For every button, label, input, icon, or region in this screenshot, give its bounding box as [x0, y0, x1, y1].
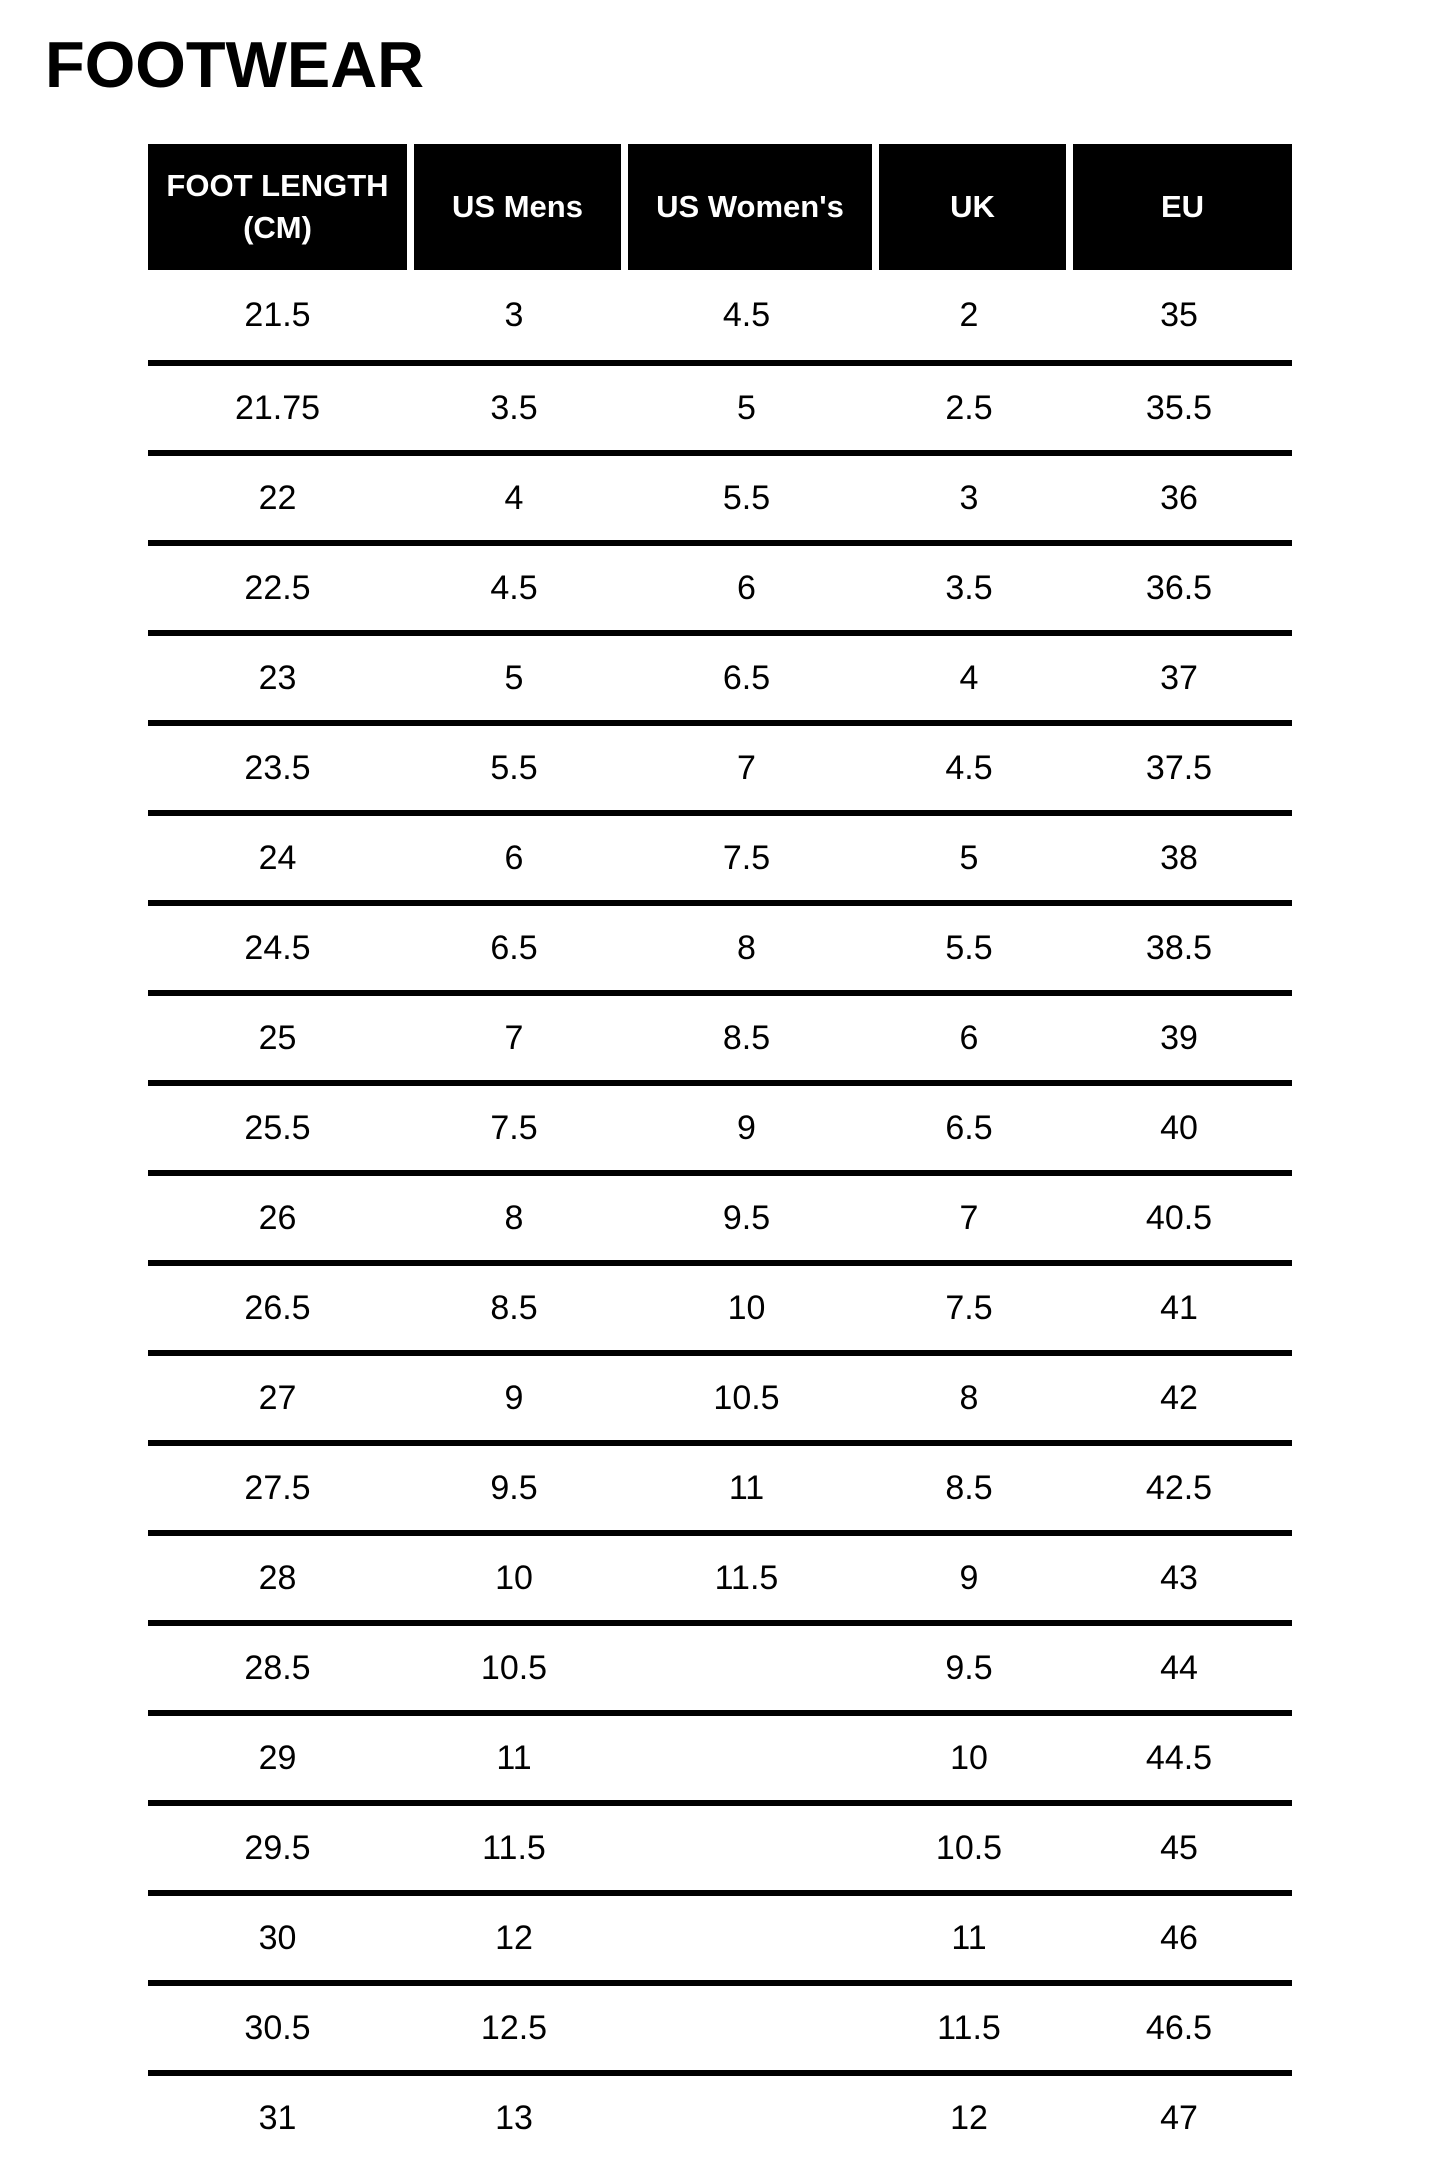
table-row [148, 360, 1292, 450]
cell-us-womens: 10.5 [713, 1378, 780, 1417]
cell-foot-length-cm: 23 [258, 658, 297, 697]
cell-foot-length-cm: 29 [258, 1738, 297, 1777]
cell-uk: 6.5 [945, 1108, 993, 1147]
cell-foot-length-cm: 26.5 [244, 1288, 311, 1327]
cell-us-mens: 6 [504, 838, 524, 877]
cell-eu: 46 [1160, 1918, 1198, 1957]
cell-eu: 42.5 [1145, 1468, 1213, 1507]
table-header-row [148, 144, 1292, 270]
cell-foot-length-cm: 25.5 [244, 1108, 311, 1147]
table-row [148, 990, 1292, 1080]
cell-us-womens: 6.5 [722, 658, 771, 697]
cell-foot-length-cm: 28 [258, 1558, 297, 1597]
cell-foot-length-cm: 22.5 [244, 568, 311, 607]
table-row [148, 1260, 1292, 1350]
cell-foot-length-cm: 30 [258, 1918, 297, 1957]
header-foot-length-cm: FOOT LENGTH (CM) [166, 168, 389, 245]
cell-uk: 5.5 [945, 928, 993, 967]
cell-us-mens: 5.5 [490, 748, 538, 787]
cell-eu: 41 [1160, 1288, 1198, 1327]
cell-eu: 45 [1160, 1828, 1198, 1867]
cell-us-womens [621, 1806, 872, 1890]
cell-uk: 8 [959, 1378, 979, 1417]
cell-us-mens: 11 [496, 1738, 532, 1777]
cell-uk: 11 [951, 1918, 987, 1957]
cell-eu: 38 [1160, 838, 1198, 877]
header-uk: UK [872, 144, 1066, 270]
cell-us-mens: 10 [495, 1558, 533, 1597]
table-row [148, 900, 1292, 990]
cell-foot-length-cm: 24 [258, 838, 297, 877]
table-row [148, 1170, 1292, 1260]
cell-uk: 3.5 [945, 568, 993, 607]
page-title: FOOTWEAR [45, 28, 425, 101]
cell-us-womens: 10 [727, 1288, 766, 1327]
table-row [148, 720, 1292, 810]
cell-eu: 47 [1160, 2098, 1198, 2137]
cell-us-womens: 8 [737, 928, 756, 967]
cell-eu: 36 [1160, 478, 1198, 517]
cell-eu: 44 [1160, 1648, 1198, 1687]
cell-us-womens: 5.5 [722, 478, 771, 517]
cell-uk: 8.5 [945, 1468, 993, 1507]
cell-eu: 37 [1160, 658, 1198, 697]
cell-uk: 11.5 [937, 2008, 1001, 2047]
table-body [148, 270, 1292, 2160]
cell-us-womens: 11.5 [714, 1558, 779, 1597]
cell-foot-length-cm: 29.5 [244, 1828, 311, 1867]
cell-foot-length-cm: 23.5 [244, 748, 311, 787]
table-row [148, 630, 1292, 720]
cell-us-womens: 6 [737, 568, 756, 607]
table-row [148, 270, 1292, 360]
cell-us-womens [621, 2076, 872, 2160]
cell-uk: 2 [959, 295, 979, 334]
cell-us-mens: 9.5 [490, 1468, 538, 1507]
cell-us-womens: 11 [728, 1468, 765, 1507]
cell-eu: 35.5 [1145, 388, 1213, 427]
cell-foot-length-cm: 27 [258, 1378, 297, 1417]
table-row [148, 1980, 1292, 2070]
cell-us-mens: 3.5 [490, 388, 538, 427]
cell-uk: 4.5 [945, 748, 993, 787]
cell-us-womens: 8.5 [722, 1018, 771, 1057]
cell-foot-length-cm: 30.5 [244, 2008, 311, 2047]
cell-uk: 5 [959, 838, 979, 877]
cell-uk: 10 [950, 1738, 988, 1777]
cell-foot-length-cm: 28.5 [244, 1648, 311, 1687]
cell-us-womens: 9 [737, 1108, 756, 1147]
table-row [148, 1350, 1292, 1440]
cell-foot-length-cm: 26 [258, 1198, 297, 1237]
table-row [148, 2070, 1292, 2160]
cell-eu: 38.5 [1145, 928, 1213, 967]
cell-foot-length-cm: 31 [258, 2098, 297, 2137]
cell-eu: 35 [1160, 295, 1198, 334]
cell-eu: 44.5 [1145, 1738, 1213, 1777]
cell-eu: 37.5 [1145, 748, 1213, 787]
cell-eu: 43 [1160, 1558, 1198, 1597]
cell-us-mens: 11.5 [482, 1828, 546, 1867]
table-row [148, 450, 1292, 540]
cell-eu: 40 [1160, 1108, 1198, 1147]
table-row [148, 1080, 1292, 1170]
cell-uk: 9.5 [945, 1648, 993, 1687]
table-row [148, 540, 1292, 630]
cell-us-mens: 10.5 [480, 1648, 548, 1687]
cell-us-mens: 8.5 [490, 1288, 538, 1327]
cell-us-mens: 4 [504, 478, 524, 517]
cell-foot-length-cm: 24.5 [244, 928, 311, 967]
cell-eu: 40.5 [1145, 1198, 1213, 1237]
cell-us-womens [621, 1716, 872, 1800]
cell-us-mens: 12 [495, 1918, 533, 1957]
cell-us-mens: 3 [504, 295, 524, 334]
cell-eu: 46.5 [1145, 2008, 1213, 2047]
cell-us-womens: 4.5 [722, 295, 771, 334]
cell-foot-length-cm: 21.5 [244, 295, 311, 334]
cell-us-mens: 12.5 [480, 2008, 548, 2047]
cell-us-mens: 8 [504, 1198, 524, 1237]
cell-us-mens: 9 [504, 1378, 524, 1417]
cell-us-womens: 7.5 [722, 838, 771, 877]
cell-us-womens: 9.5 [722, 1198, 771, 1237]
cell-us-mens: 5 [504, 658, 524, 697]
cell-foot-length-cm: 27.5 [244, 1468, 311, 1507]
cell-eu: 39 [1160, 1018, 1198, 1057]
cell-foot-length-cm: 25 [258, 1018, 297, 1057]
table-row [148, 1620, 1292, 1710]
header-us-womens: US Women's [621, 144, 872, 270]
header-eu: EU [1066, 144, 1292, 270]
table-row [148, 1890, 1292, 1980]
cell-us-mens: 13 [495, 2098, 533, 2137]
cell-uk: 7.5 [945, 1288, 993, 1327]
cell-us-mens: 6.5 [490, 928, 538, 967]
cell-us-womens [621, 1896, 872, 1980]
cell-uk: 9 [959, 1558, 979, 1597]
cell-eu: 36.5 [1145, 568, 1213, 607]
table-row [148, 810, 1292, 900]
cell-uk: 7 [959, 1198, 979, 1237]
cell-us-mens: 7.5 [490, 1108, 538, 1147]
cell-us-mens: 4.5 [490, 568, 538, 607]
cell-uk: 2.5 [945, 388, 993, 427]
cell-uk: 10.5 [935, 1828, 1003, 1867]
cell-us-womens: 5 [737, 388, 756, 427]
table-row [148, 1800, 1292, 1890]
size-chart-table [148, 144, 1292, 2160]
cell-us-mens: 7 [504, 1018, 524, 1057]
cell-us-womens [621, 1986, 872, 2070]
header-us-mens: US Mens [407, 144, 621, 270]
cell-uk: 3 [959, 478, 979, 517]
cell-foot-length-cm: 22 [258, 478, 297, 517]
table-row [148, 1440, 1292, 1530]
cell-foot-length-cm: 21.75 [234, 388, 321, 427]
cell-us-womens [621, 1626, 872, 1710]
cell-uk: 6 [959, 1018, 979, 1057]
cell-uk: 12 [950, 2098, 988, 2137]
cell-eu: 42 [1160, 1378, 1198, 1417]
cell-us-womens: 7 [737, 748, 756, 787]
table-row [148, 1710, 1292, 1800]
cell-uk: 4 [959, 658, 979, 697]
table-row [148, 1530, 1292, 1620]
